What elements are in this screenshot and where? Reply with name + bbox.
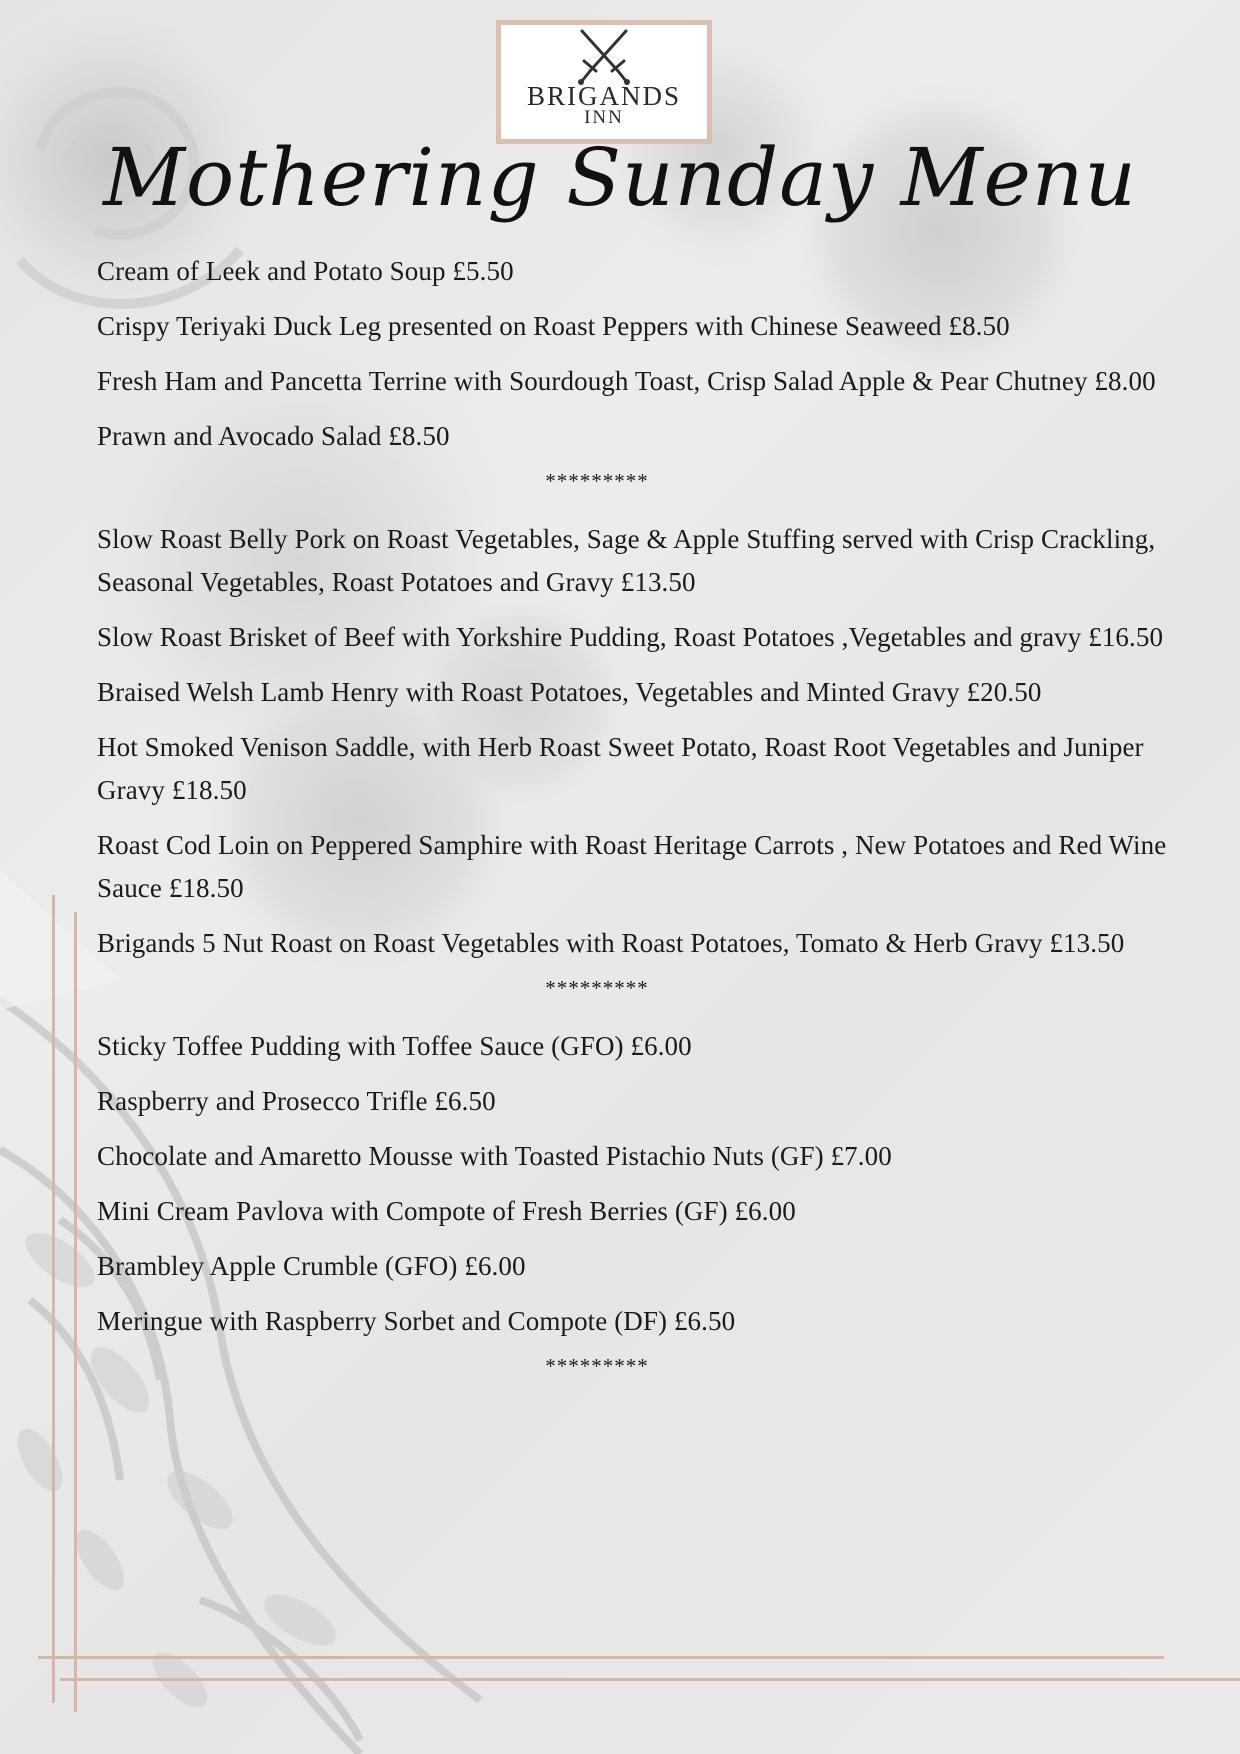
logo-name: BRIGANDS: [526, 81, 682, 111]
section-separator: *********: [545, 469, 649, 493]
section-separator: *********: [545, 976, 649, 1000]
dessert-item: Sticky Toffee Pudding with Toffee Sauce (GFO) £6.00: [97, 1031, 692, 1061]
main-item: Hot Smoked Venison Saddle, with Herb Roast Sweet Potato, Roast Root Vegetables and Juniper Gravy £18.50: [97, 732, 1144, 805]
starter-item: Cream of Leek and Potato Soup £5.50: [97, 256, 514, 286]
crossed-swords-icon: [572, 27, 636, 85]
main-item: Braised Welsh Lamb Henry with Roast Potatoes, Vegetables and Minted Gravy £20.50: [97, 677, 1042, 707]
main-item: Roast Cod Loin on Peppered Samphire with Roast Heritage Carrots , New Potatoes and Red Wine Sauce £18.50: [97, 830, 1167, 903]
starter-item: Fresh Ham and Pancetta Terrine with Sourdough Toast, Crisp Salad Apple & Pear Chutney £8.00: [97, 366, 1156, 396]
menu-title: Mothering Sunday Menu: [103, 131, 1137, 224]
starter-item: Prawn and Avocado Salad £8.50: [97, 421, 450, 451]
dessert-item: Brambley Apple Crumble (GFO) £6.00: [97, 1251, 526, 1281]
frame-horizontal-line-bottom: [60, 1678, 1240, 1681]
main-item: Brigands 5 Nut Roast on Roast Vegetables with Roast Potatoes, Tomato & Herb Gravy £13.50: [97, 928, 1125, 958]
dessert-item: Chocolate and Amaretto Mousse with Toasted Pistachio Nuts (GF) £7.00: [97, 1141, 892, 1171]
dessert-item: Meringue with Raspberry Sorbet and Compote (DF) £6.50: [97, 1306, 736, 1336]
menu-items: [97, 250, 1187, 1403]
dessert-item: Raspberry and Prosecco Trifle £6.50: [97, 1086, 496, 1116]
main-item: Slow Roast Brisket of Beef with Yorkshire Pudding, Roast Potatoes ,Vegetables and gravy £16.50: [97, 622, 1164, 652]
dessert-item: Mini Cream Pavlova with Compote of Fresh Berries (GF) £6.00: [97, 1196, 796, 1226]
section-separator: *********: [545, 1354, 649, 1378]
starter-item: Crispy Teriyaki Duck Leg presented on Roast Peppers with Chinese Seaweed £8.50: [97, 311, 1010, 341]
frame-horizontal-line-top: [38, 1656, 1164, 1659]
main-item: Slow Roast Belly Pork on Roast Vegetables, Sage & Apple Stuffing served with Crisp Crackling, Seasonal Vegetables, Roast Potatoes and Gravy £13.50: [97, 524, 1156, 597]
frame-vertical-line-inner: [74, 912, 77, 1712]
logo-subtitle: INN: [584, 107, 624, 128]
frame-vertical-line-outer: [52, 895, 55, 1703]
brigands-inn-logo: [496, 20, 712, 144]
